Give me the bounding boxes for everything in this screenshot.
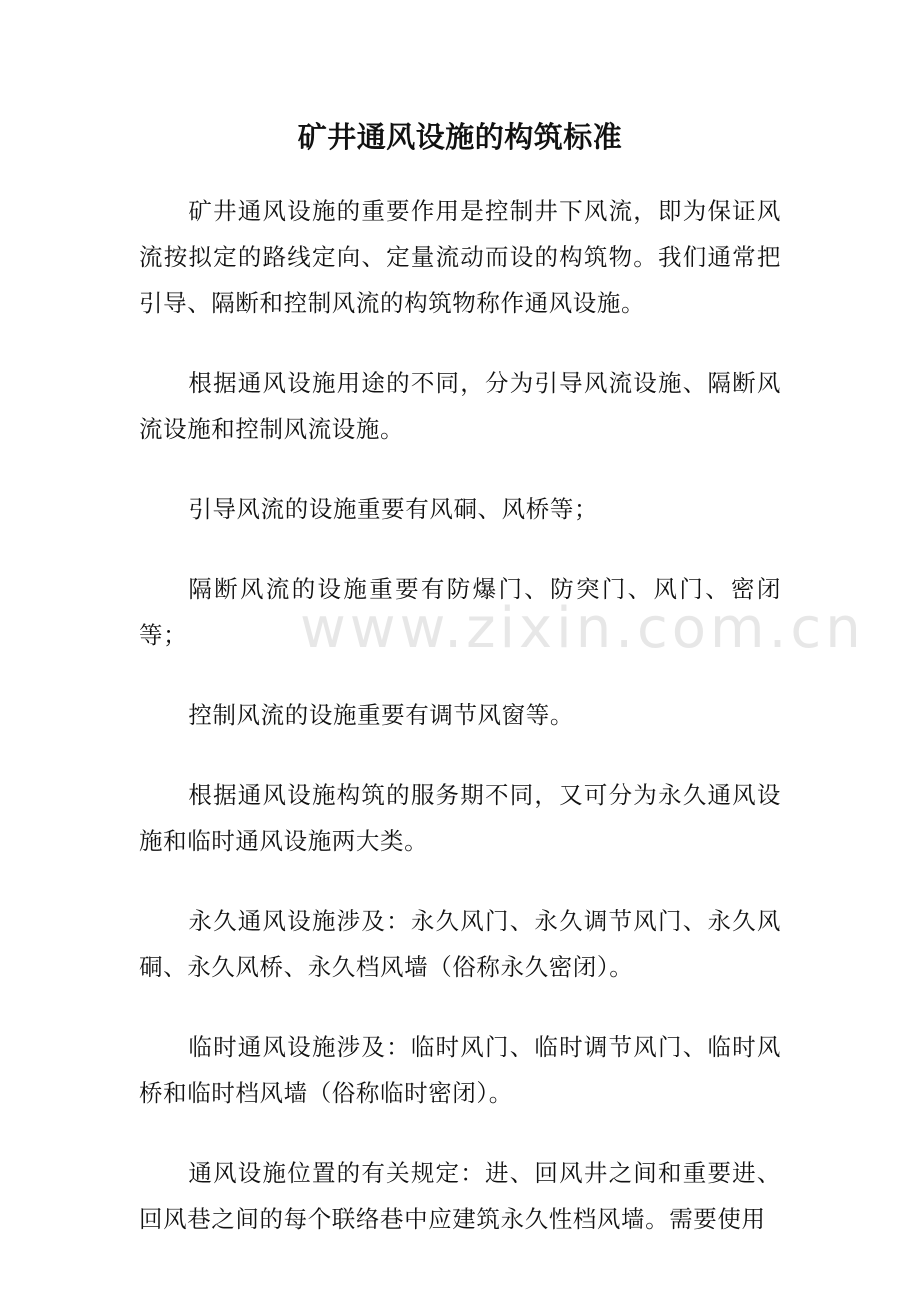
paragraph-intro: 矿井通风设施的重要作用是控制井下风流，即为保证风流按拟定的路线定向、定量流动而设的构筑物。我们通常把引导、隔断和控制风流的构筑物称作通风设施。 [139,197,781,317]
paragraph-service-period: 根据通风设施构筑的服务期不同，又可分为永久通风设施和临时通风设施两大类。 [139,781,781,855]
document-body [139,188,781,1242]
document-title: 矿井通风设施的构筑标准 [297,120,623,154]
paragraph-temporary-facilities: 临时通风设施涉及：临时风门、临时调节风门、临时风桥和临时档风墙（俗称临时密闭）。 [139,1033,781,1107]
paragraph-permanent-facilities: 永久通风设施涉及：永久风门、永久调节风门、永久风硐、永久风桥、永久档风墙（俗称永久密闭）。 [139,907,781,981]
paragraph-classification: 根据通风设施用途的不同，分为引导风流设施、隔断风流设施和控制风流设施。 [139,369,781,443]
paragraph-guiding-facilities: 引导风流的设施重要有风硐、风桥等； [188,495,599,523]
paragraph-location-rules: 通风设施位置的有关规定：进、回风井之间和重要进、回风巷之间的每个联络巷中应建筑永久性档风墙。需要使用 [139,1159,781,1233]
paragraph-control-facilities: 控制风流的设施重要有调节风窗等。 [188,701,574,729]
watermark: www.zixin.com.cn [300,596,865,661]
paragraph-isolating-facilities: 隔断风流的设施重要有防爆门、防突门、风门、密闭等； [139,575,781,649]
